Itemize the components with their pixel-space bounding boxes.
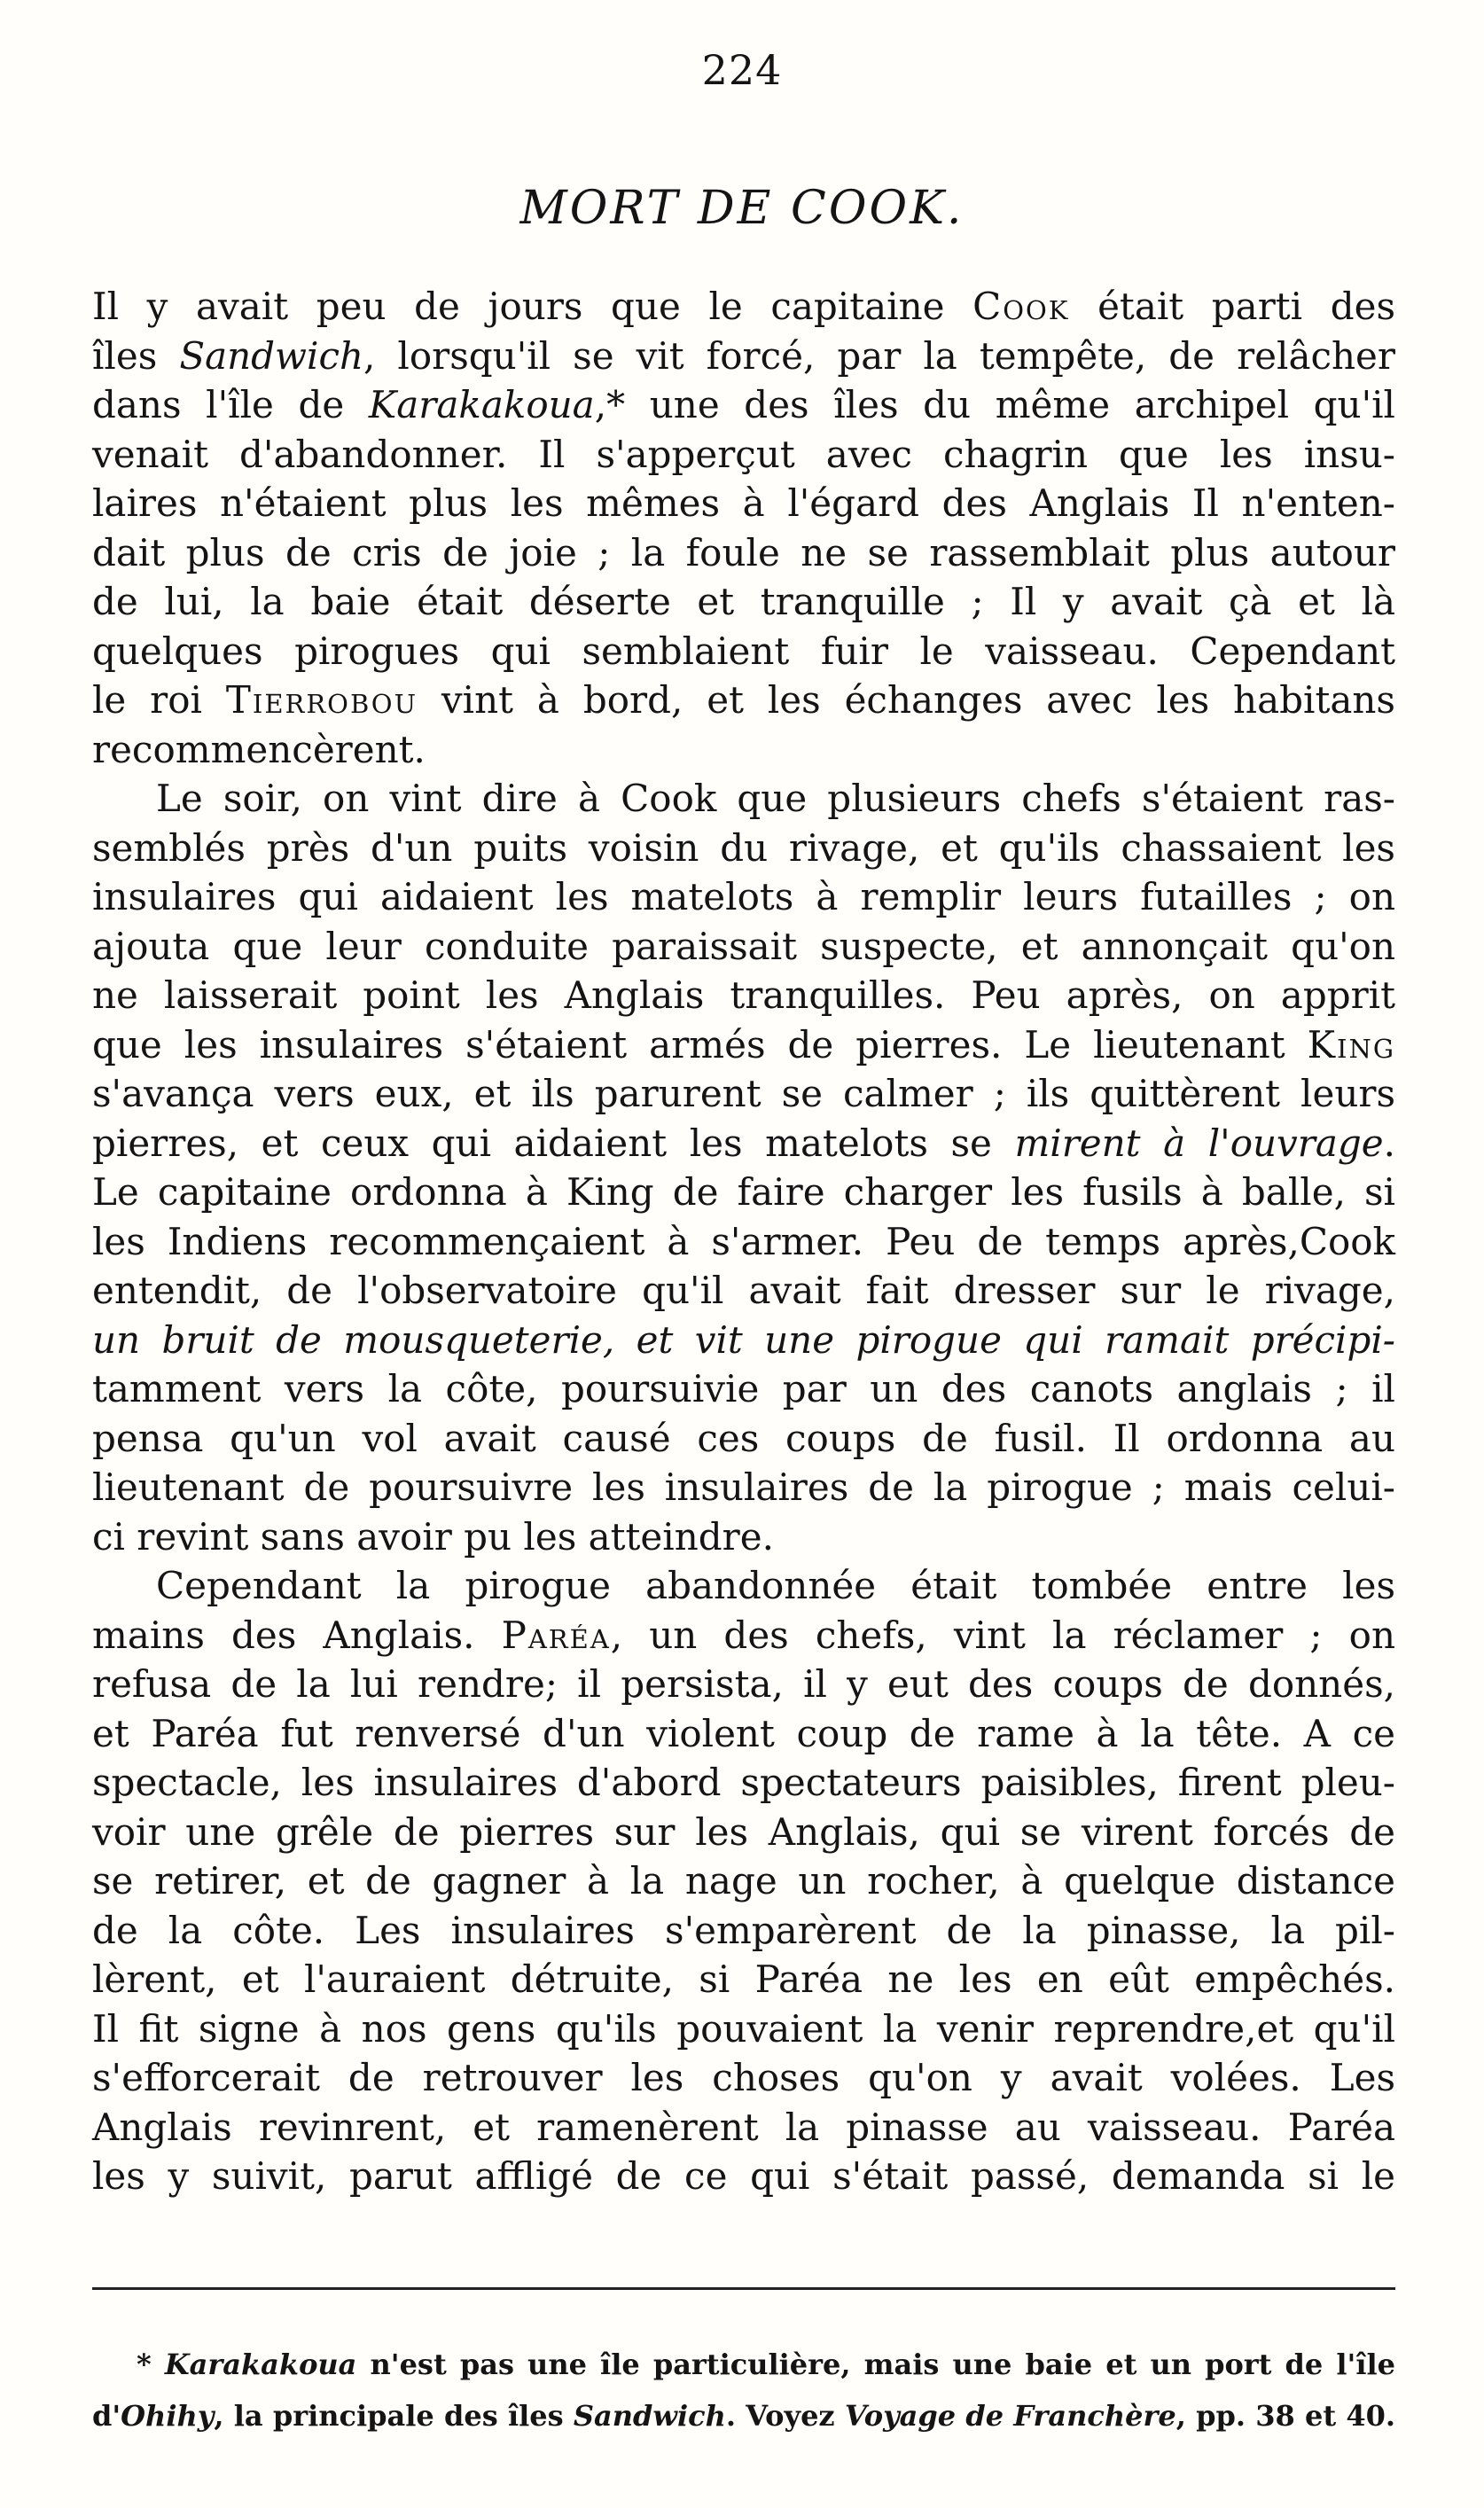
- text-segment: Il y avait peu de jours que le capitaine: [92, 285, 973, 328]
- text-segment: s'avança vers eux, et ils parurent se calmer ; ils quittèrent leurs: [92, 1072, 1395, 1115]
- text-segment: tamment vers la côte, poursuivie par un des canots anglais ; il: [92, 1367, 1395, 1410]
- text-segment: pensa qu'un vol avait causé ces coups de fusil. Il ordonna au: [92, 1416, 1395, 1460]
- text-segment: entendit, de l'observatoire qu'il avait fait dresser sur le rivage,: [92, 1269, 1395, 1312]
- text-segment: n'est pas une île particulière, mais une baie et un port de l'île: [356, 2348, 1396, 2381]
- text-line: [92, 1955, 1395, 2004]
- text-segment: .: [1383, 1121, 1395, 1165]
- text-line: [92, 1020, 1395, 1070]
- text-line: [92, 676, 1395, 725]
- text-segment: îles: [92, 333, 180, 378]
- text-line: [92, 1660, 1395, 1709]
- text-segment: Le capitaine ordonna à King de faire charger les fusils à balle, si: [92, 1170, 1395, 1214]
- text-segment: ci revint sans avoir pu les atteindre.: [92, 1514, 774, 1559]
- text-line: [92, 2152, 1395, 2201]
- text-line: [92, 1414, 1395, 1464]
- italic-text: un bruit de mousqueterie, et vit une pirogue qui ramait précipi-: [92, 1317, 1395, 1362]
- small-caps-text: King: [1307, 1022, 1395, 1066]
- text-line: [92, 1906, 1395, 1956]
- text-line: [92, 774, 1395, 824]
- italic-text: Karakakoua: [368, 383, 595, 426]
- text-line: [92, 627, 1395, 676]
- text-segment: se retirer, et de gagner à la nage un rocher, à quelque distance: [92, 1859, 1395, 1902]
- text-segment: Cependant la pirogue abandonnée était tombée entre les: [156, 1564, 1395, 1607]
- text-line: [92, 1611, 1395, 1660]
- small-caps-text: Cook: [972, 285, 1070, 328]
- text-segment: , la principale des îles: [214, 2399, 574, 2433]
- text-line: [92, 1856, 1395, 1906]
- text-line: [92, 1758, 1395, 1808]
- text-line: [92, 577, 1395, 627]
- text-segment: que les insulaires s'étaient armés de pierres. Le lieutenant: [92, 1022, 1308, 1066]
- text-segment: *: [137, 2348, 165, 2381]
- italic-text: Voyage de Franchère: [844, 2399, 1176, 2433]
- text-segment: laires n'étaient plus les mêmes à l'égard des Anglais Il n'enten-: [92, 481, 1395, 525]
- text-line: [92, 2004, 1395, 2054]
- text-segment: ne laisserait point les Anglais tranquilles. Peu après, on apprit: [92, 973, 1395, 1017]
- italic-text: Ohihy: [121, 2399, 215, 2433]
- text-segment: refusa de la lui rendre; il persista, il y eut des coups de donnés,: [92, 1662, 1395, 1706]
- paragraph: [92, 282, 1395, 774]
- text-line: [92, 1512, 1395, 1562]
- text-line: [92, 1364, 1395, 1414]
- text-line: [92, 725, 1395, 775]
- text-segment: les Indiens recommençaient à s'armer. Peu de temps après,Cook: [92, 1219, 1395, 1263]
- text-line: [92, 1463, 1395, 1512]
- text-segment: était parti des: [1069, 285, 1395, 328]
- text-segment: , lorsqu'il se vit forcé, par la tempête, de relâcher: [363, 333, 1395, 378]
- body-text: [92, 282, 1395, 2201]
- text-segment: Il fit signe à nos gens qu'ils pouvaient la venir reprendre,et qu'il: [92, 2006, 1395, 2051]
- italic-text: mirent à l'ouvrage: [1014, 1121, 1384, 1165]
- text-segment: , pp. 38 et 40.: [1175, 2399, 1396, 2433]
- small-caps-text: Paréa: [501, 1613, 611, 1657]
- text-segment: quelques pirogues qui semblaient fuir le vaisseau. Cependant: [92, 629, 1395, 673]
- text-segment: Le soir, on vint dire à Cook que plusieurs chefs s'étaient ras-: [156, 777, 1395, 820]
- text-segment: pierres, et ceux qui aidaient les matelots se: [92, 1121, 1015, 1165]
- text-line: [92, 1808, 1395, 1857]
- footnote: [92, 2339, 1395, 2442]
- text-line: [92, 2390, 1395, 2442]
- text-line: [92, 430, 1395, 480]
- text-segment: vint à bord, et les échanges avec les habitans: [418, 678, 1395, 722]
- text-segment: ajouta que leur conduite paraissait suspecte, et annonçait qu'on: [92, 924, 1395, 968]
- text-line: [92, 971, 1395, 1020]
- text-segment: insulaires qui aidaient les matelots à remplir leurs futailles ; on: [92, 875, 1395, 918]
- text-segment: lèrent, et l'auraient détruite, si Paréa ne les en eût empêchés.: [92, 1957, 1395, 2001]
- text-line: [92, 282, 1395, 332]
- text-line: [92, 2053, 1395, 2103]
- text-segment: semblés près d'un puits voisin du rivage, et qu'ils chassaient les: [92, 825, 1395, 870]
- text-segment: recommencèrent.: [92, 727, 426, 771]
- text-segment: voir une grêle de pierres sur les Anglais, qui se virent forcés de: [92, 1809, 1395, 1854]
- text-segment: de la côte. Les insulaires s'emparèrent de la pinasse, la pil-: [92, 1908, 1395, 1952]
- text-line: [92, 872, 1395, 922]
- text-segment: d': [92, 2399, 121, 2433]
- text-segment: dait plus de cris de joie ; la foule ne se rassemblait plus autour: [92, 530, 1395, 574]
- text-line: [92, 1266, 1395, 1316]
- text-line: [92, 922, 1395, 972]
- chapter-title: MORT DE COOK.: [519, 182, 965, 235]
- footnote-rule: [92, 2287, 1395, 2290]
- text-segment: dans l'île de: [92, 383, 369, 426]
- paragraph: [92, 1561, 1395, 2201]
- small-caps-text: Tierrobou: [225, 678, 418, 722]
- text-segment: de lui, la baie était déserte et tranquille ; Il y avait çà et là: [92, 580, 1395, 623]
- text-segment: , un des chefs, vint la réclamer ; on: [610, 1613, 1395, 1657]
- text-line: [92, 332, 1395, 381]
- text-segment: Anglais revinrent, et ramenèrent la pinasse au vaisseau. Paréa: [92, 2105, 1395, 2149]
- text-line: [92, 479, 1395, 528]
- text-line: [92, 1168, 1395, 1217]
- text-line: [92, 1709, 1395, 1759]
- text-segment: mains des Anglais.: [92, 1613, 502, 1657]
- text-segment: ,* une des îles du même archipel qu'il: [594, 383, 1395, 426]
- italic-text: Karakakoua: [164, 2348, 357, 2381]
- text-segment: s'efforcerait de retrouver les choses qu'on y avait volées. Les: [92, 2056, 1395, 2099]
- text-line: [92, 2339, 1395, 2390]
- text-line: [92, 1316, 1395, 1365]
- page-number: 224: [701, 46, 783, 94]
- paragraph: [92, 774, 1395, 1561]
- italic-text: Sandwich: [179, 333, 364, 378]
- text-segment: les y suivit, parut affligé de ce qui s'était passé, demanda si le: [92, 2154, 1395, 2198]
- text-line: [92, 1561, 1395, 1611]
- text-line: [92, 528, 1395, 578]
- text-line: [92, 2103, 1395, 2153]
- text-line: [92, 380, 1395, 430]
- text-segment: . Voyez: [725, 2399, 845, 2433]
- text-segment: venait d'abandonner. Il s'apperçut avec chagrin que les insu-: [92, 432, 1395, 476]
- text-line: [92, 1069, 1395, 1119]
- text-segment: spectacle, les insulaires d'abord spectateurs paisibles, firent pleu-: [92, 1761, 1395, 1804]
- text-segment: le roi: [92, 678, 226, 722]
- text-line: [92, 824, 1395, 873]
- text-segment: lieutenant de poursuivre les insulaires de la pirogue ; mais celui-: [92, 1465, 1395, 1509]
- italic-text: Sandwich: [573, 2399, 726, 2433]
- text-line: [92, 1119, 1395, 1168]
- text-segment: et Paréa fut renversé d'un violent coup de rame à la tête. A ce: [92, 1711, 1395, 1755]
- text-line: [92, 1217, 1395, 1267]
